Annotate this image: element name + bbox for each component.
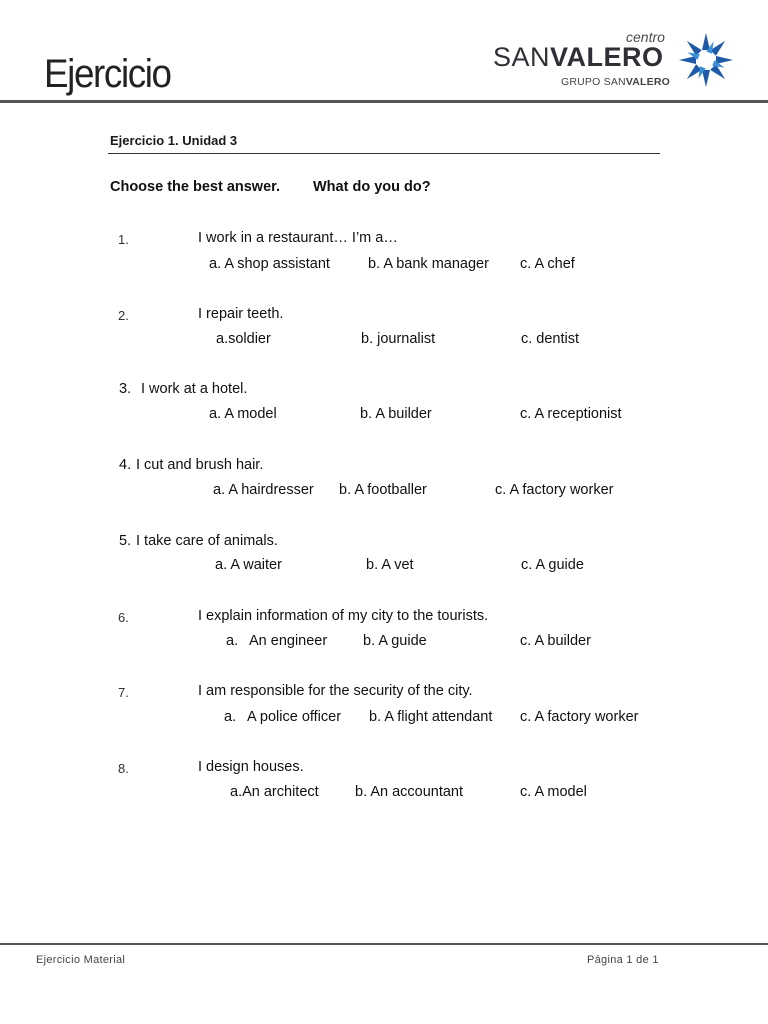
- option-a: a.An architect: [230, 784, 319, 800]
- question-text: I design houses.: [198, 759, 304, 775]
- instruction-text: Choose the best answer.: [110, 179, 281, 195]
- san-valero-star-icon: [676, 30, 736, 90]
- question-number: 4.: [119, 457, 132, 473]
- option-b: b. A guide: [363, 633, 427, 649]
- option-a: a. A hairdresser: [213, 482, 314, 498]
- option-b: b. A vet: [366, 557, 414, 573]
- question-number: 2.: [118, 308, 129, 323]
- option-b: b. A bank manager: [368, 256, 489, 272]
- document-title: Ejercicio: [44, 52, 171, 96]
- option-c: c. A builder: [520, 633, 591, 649]
- logo-wordmark: [493, 42, 664, 73]
- header-divider: [0, 100, 768, 103]
- logo-wordmark-light: SAN: [493, 42, 551, 72]
- question-number: 6.: [118, 610, 129, 625]
- option-a: A police officer: [247, 709, 342, 725]
- question-prompt: What do you do?: [313, 179, 431, 195]
- option-a: a. A shop assistant: [209, 256, 330, 272]
- option-c: c. A chef: [520, 256, 575, 272]
- question-text: I explain information of my city to the tourists.: [198, 608, 489, 624]
- question-number: 1.: [118, 232, 129, 247]
- option-c: c. A factory worker: [495, 482, 614, 498]
- logo-subtitle: [561, 76, 670, 88]
- question-text: I work at a hotel.: [141, 381, 248, 397]
- footer-document-label: Ejercicio Material: [36, 954, 126, 966]
- exercise-heading: Ejercicio 1. Unidad 3: [110, 133, 238, 148]
- logo-wordmark-bold: VALERO: [550, 42, 664, 72]
- option-b: b. An accountant: [355, 784, 464, 800]
- footer-page-number: Página 1 de 1: [587, 954, 659, 966]
- logo-subtitle-light: GRUPO SAN: [561, 76, 626, 88]
- question-text: I cut and brush hair.: [136, 457, 264, 473]
- option-a-letter: a.: [226, 633, 239, 649]
- question-text: I am responsible for the security of the city.: [198, 683, 473, 699]
- option-a: a. A model: [209, 406, 277, 422]
- logo-subtitle-bold: VALERO: [625, 76, 670, 88]
- option-c: c. A factory worker: [520, 709, 639, 725]
- option-a: a. A waiter: [215, 557, 282, 573]
- option-a: a.soldier: [216, 331, 271, 347]
- logo-centro-text: centro: [626, 29, 665, 45]
- question-text: I repair teeth.: [198, 306, 284, 322]
- question-text: I work in a restaurant… I’m a…: [198, 230, 398, 246]
- option-b: b. journalist: [361, 331, 436, 347]
- footer-divider: [0, 943, 768, 945]
- option-b: b. A footballer: [339, 482, 427, 498]
- option-c: c. A guide: [521, 557, 584, 573]
- question-number: 5.: [119, 533, 132, 549]
- option-b: b. A builder: [360, 406, 432, 422]
- question-number: 3.: [119, 381, 132, 397]
- option-c: c. A model: [520, 784, 587, 800]
- option-a: An engineer: [249, 633, 328, 649]
- option-b: b. A flight attendant: [369, 709, 493, 725]
- question-number: 8.: [118, 761, 129, 776]
- option-a-letter: a.: [224, 709, 237, 725]
- exercise-heading-underline: [108, 153, 660, 154]
- option-c: c. dentist: [521, 331, 580, 347]
- question-text: I take care of animals.: [136, 533, 278, 549]
- option-c: c. A receptionist: [520, 406, 622, 422]
- question-number: 7.: [118, 685, 129, 700]
